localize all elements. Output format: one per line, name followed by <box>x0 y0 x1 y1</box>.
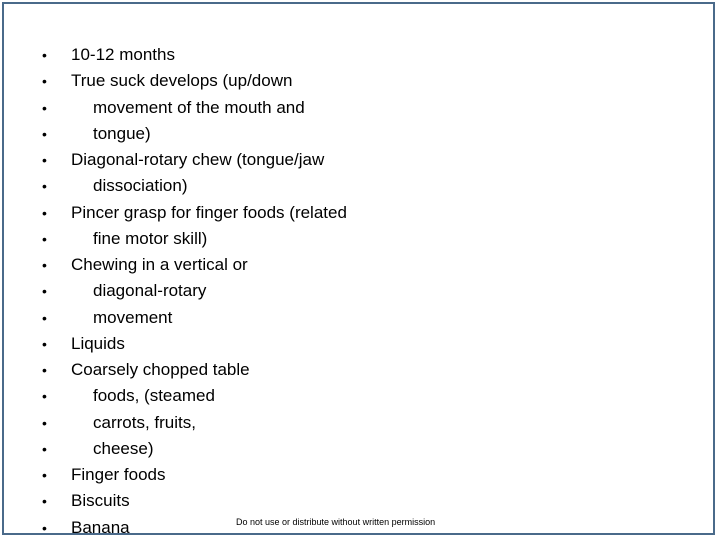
bullet-dot-icon: • <box>42 230 47 247</box>
bullet-text: movement of the mouth and <box>93 97 305 117</box>
copyright-notice: Do not use or distribute without written permission <box>236 517 436 527</box>
bullet-text: Liquids <box>71 333 125 353</box>
bullet-text: Banana <box>71 517 130 537</box>
slide-frame <box>2 2 715 535</box>
bullet-text: fine motor skill) <box>93 228 208 248</box>
bullet-dot-icon: • <box>42 335 47 352</box>
bullet-text: Diagonal-rotary chew (tongue/jaw <box>71 150 325 169</box>
bullet-text: Pincer grasp for finger foods (related <box>71 202 347 222</box>
bullet-dot-icon: • <box>42 362 47 378</box>
bullet-dot-icon: • <box>42 467 47 483</box>
bullet-dot-icon: • <box>42 493 47 510</box>
bullet-text: 10-12 months <box>71 45 175 64</box>
bullet-dot-icon: • <box>42 283 47 300</box>
bullet-dot-icon: • <box>42 309 47 326</box>
bullet-text: movement <box>93 307 173 327</box>
bullet-dot-icon: • <box>42 99 47 116</box>
bullet-text: carrots, fruits, <box>93 412 196 432</box>
bullet-dot-icon: • <box>42 178 47 195</box>
bullet-text: Coarsely chopped table <box>71 360 250 379</box>
bullet-dot-icon: • <box>42 204 47 221</box>
bullet-text: True suck develops (up/down <box>71 71 293 91</box>
bullet-text: foods, (steamed <box>93 386 215 406</box>
bullet-text: Finger foods <box>71 465 166 484</box>
bullet-dot-icon: • <box>42 152 47 168</box>
bullet-dot-icon: • <box>42 47 47 63</box>
bullet-dot-icon: • <box>42 519 47 536</box>
bullet-text: cheese) <box>93 438 154 458</box>
bullet-text: diagonal-rotary <box>93 281 207 301</box>
bullet-text: dissociation) <box>93 176 188 196</box>
bullet-text: Chewing in a vertical or <box>71 255 248 274</box>
bullet-text: tongue) <box>93 123 151 143</box>
bullet-dot-icon: • <box>42 73 47 90</box>
bullet-dot-icon: • <box>42 414 47 431</box>
bullet-dot-icon: • <box>42 125 47 142</box>
bullet-dot-icon: • <box>42 257 47 273</box>
bullet-text: Biscuits <box>71 491 130 511</box>
bullet-dot-icon: • <box>42 388 47 405</box>
bullet-dot-icon: • <box>42 440 47 457</box>
